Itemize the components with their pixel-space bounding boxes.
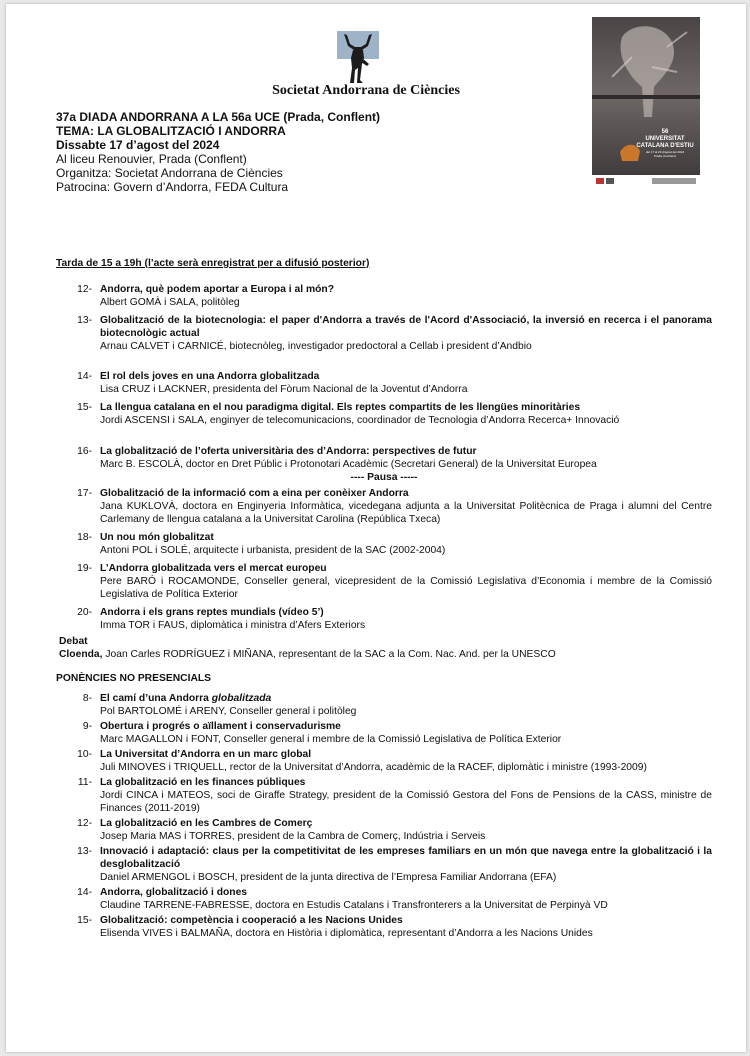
talk-item: 17- Globalització de la informació com a eina per conèixer Andorra Jana KUKLOVÀ, doctora en Enginyeria Informàtica, vicedegana adjunta a la Universitat Politècnica de Praga i alumni del Centre Carlemany de llengua catalana a la Universitat Carolina (República Txeca) — [77, 488, 712, 525]
programme — [56, 257, 712, 940]
closing-line — [56, 648, 712, 661]
event-header — [56, 110, 380, 194]
event-title: 37a DIADA ANDORRANA A LA 56a UCE (Prada, Conflent) — [56, 110, 381, 124]
talk-speaker: Lisa CRUZ i LACKNER, presidenta del Fòrum Nacional de la Joventut d’Andorra — [100, 384, 468, 395]
talk-speaker: Antoni POL i SOLÉ, arquitecte i urbanista, president de la SAC (2002-2004) — [100, 545, 446, 556]
talk-title: Andorra i els grans reptes mundials (vídeo 5’) — [100, 607, 324, 618]
talk-item: 20- Andorra i els grans reptes mundials (vídeo 5’) Imma TOR i FAUS, diplomàtica i ministra d’Afers Exteriors — [56, 606, 712, 632]
talk-speaker: Marc B. ESCOLÀ, doctor en Dret Públic i Protonotari Acadèmic (Secretari General) de la Universitat Europea — [100, 459, 597, 470]
talk-title: El camí d’una Andorra globalitzada — [100, 693, 272, 704]
talk-speaker: Imma TOR i FAUS, diplomàtica i ministra d’Afers Exteriors — [100, 620, 366, 631]
poster-dates: del 17 al 23 d'agost del 2024 — [645, 150, 685, 154]
talk-speaker: Arnau CALVET i CARNICÉ, biotecnòleg, investigador predoctoral a Cellab i president d’Andbio — [100, 341, 532, 352]
stag-logo-icon — [334, 28, 382, 86]
talk-item: 13- Globalització de la biotecnologia: el paper d'Andorra a través de l'Acord d'Associació, la inversió en recerca i el panorama biotecnològic actual Arnau CALVET i CARNICÉ, biotecnòleg, investigador predoctoral a Cellab i president d’Andbio — [77, 315, 712, 352]
talk-title: Obertura i progrés o aïllament i conservadurisme — [100, 721, 341, 732]
remote-talk-item: 10- La Universitat d’Andorra en un marc global Juli MINOVES i TRIQUELL, rector de la Universitat d’Andorra, acadèmic de la RACEF, diplomàtic i ministre (1993-2009) — [56, 748, 712, 774]
talk-item: 14- El rol dels joves en una Andorra globalitzada Lisa CRUZ i LACKNER, presidenta del Fòrum Nacional de la Joventut d’Andorra — [56, 370, 712, 396]
document-page — [6, 4, 746, 1052]
remote-talk-item: 9- Obertura i progrés o aïllament i conservadurisme Marc MAGALLON i FONT, Conseller general i membre de la Comissió Legislativa de Política Exterior — [56, 720, 712, 746]
talk-speaker: Jordi CINCA i MATEOS, soci de Giraffe Strategy, president de la Comissió Gestora del Fons de Pensions de la CASS, ministre de Finances (2011-2019) — [100, 790, 712, 814]
talk-speaker: Elisenda VIVES i BALMAÑA, doctora en Història i diplomàtica, representant d’Andorra a les Nacions Unides — [100, 928, 593, 939]
talk-speaker: Albert GOMÀ i SALA, politòleg — [100, 297, 240, 308]
event-sponsor: Patrocina: Govern d’Andorra, FEDA Cultura — [56, 180, 289, 194]
event-theme: TEMA: LA GLOBALITZACIÓ I ANDORRA — [56, 124, 286, 138]
remote-talk-item: 14- Andorra, globalització i dones Claudine TARRENE-FABRESSE, doctora en Estudis Catalans i Transfronterers a la Universitat de Perpinyà VD — [56, 886, 712, 912]
closing-label: Cloenda, — [59, 649, 103, 660]
talk-item: 18- Un nou món globalitzat Antoni POL i SOLÉ, arquitecte i urbanista, president de la SAC (2002-2004) — [56, 531, 712, 557]
talk-item: 12- Andorra, què podem aportar a Europa i al món? Albert GOMÀ i SALA, politòleg — [56, 283, 712, 309]
poster-title-1: UNIVERSITAT — [645, 136, 685, 142]
talk-title: L’Andorra globalitzada vers el mercat europeu — [100, 563, 327, 574]
talk-speaker: Jana KUKLOVÀ, doctora en Enginyeria Informàtica, vicedegana adjunta a la Universitat Politècnica de Praga i alumni del Centre Carlemany de llengua catalana a la Universitat Carolina (República Txeca) — [100, 501, 712, 525]
talk-speaker: Jordi ASCENSI i SALA, enginyer de telecomunicacions, coordinador de Tecnologia d’Andorra Recerca+ Innovació — [100, 415, 620, 426]
talk-title: Globalització de la biotecnologia: el paper d'Andorra a través de l'Acord d'Associació, la inversió en recerca i el panorama biotecnològic actual — [100, 315, 712, 339]
talk-title: La Universitat d’Andorra en un marc global — [100, 749, 312, 760]
talk-speaker: Juli MINOVES i TRIQUELL, rector de la Universitat d’Andorra, acadèmic de la RACEF, diplomàtic i ministre (1993-2009) — [100, 762, 647, 773]
talk-title: Andorra, què podem aportar a Europa i al món? — [100, 284, 334, 295]
remote-section-heading: PONÈNCIES NO PRESENCIALS — [56, 673, 212, 684]
talk-title: Globalització: competència i cooperació a les Nacions Unides — [100, 915, 403, 926]
organization-name: Societat Andorrana de Ciències — [272, 83, 460, 98]
event-date: Dissabte 17 d’agost del 2024 — [56, 138, 220, 152]
remote-talk-item: 15- Globalització: competència i cooperació a les Nacions Unides Elisenda VIVES i BALMAÑA, doctora en Història i diplomàtica, representant d’Andorra a les Nacions Unides — [56, 914, 712, 940]
remote-talk-item: 8- El camí d’una Andorra globalitzada Pol BARTOLOMÉ i ARENY, Conseller general i politòleg — [56, 692, 712, 718]
talk-title: Globalització de la informació com a eina per conèixer Andorra — [100, 488, 409, 499]
talk-item: 15- La llengua catalana en el nou paradigma digital. Els reptes compartits de les llengües minoritàries Jordi ASCENSI i SALA, enginyer de telecomunicacions, coordinador de Tecnologia d’Andorra Recerca+ Innovació — [56, 401, 712, 427]
talk-speaker: Claudine TARRENE-FABRESSE, doctora en Estudis Catalans i Transfronterers a la Universitat de Perpinyà VD — [100, 900, 608, 911]
poster-number: 56 — [661, 129, 669, 135]
remote-talk-item: 11- La globalització en les finances públiques Jordi CINCA i MATEOS, soci de Giraffe Strategy, president de la Comissió Gestora del Fons de Pensions de la CASS, ministre de Finances (2011-2019) — [77, 777, 712, 814]
debate-label: Debat — [59, 636, 88, 647]
event-venue: Al liceu Renouvier, Prada (Conflent) — [56, 152, 247, 166]
uce-poster — [592, 17, 700, 187]
talk-title: Innovació i adaptació: claus per la competitivitat de les empreses familiars en un món que navega entre la globalització i la desglobalització — [100, 846, 712, 870]
talk-speaker: Daniel ARMENGOL i BOSCH, president de la junta directiva de l’Empresa Familiar Andorrana (EFA) — [100, 872, 557, 883]
talk-title: Andorra, globalització i dones — [100, 887, 248, 898]
talk-title: La globalització en les finances públiques — [100, 777, 306, 788]
talk-speaker: Josep Maria MAS i TORRES, president de la Cambra de Comerç, Indústria i Serveis — [100, 831, 486, 842]
event-organizer: Organitza: Societat Andorrana de Ciències — [56, 166, 283, 180]
talk-speaker: Marc MAGALLON i FONT, Conseller general i membre de la Comissió Legislativa de Política Exterior — [100, 734, 562, 745]
pause-divider: ---- Pausa ----- — [350, 472, 418, 483]
remote-talk-item: 13- Innovació i adaptació: claus per la competitivitat de les empreses familiars en un món que navega entre la globalització i la desglobalització Daniel ARMENGOL i BOSCH, president de la junta directiva de l’Empresa Familiar Andorrana (EFA) — [77, 846, 712, 883]
talk-title: La llengua catalana en el nou paradigma digital. Els reptes compartits de les llengües minoritàries — [100, 402, 581, 413]
talk-title: Un nou món globalitzat — [100, 532, 214, 543]
poster-title-2: CATALANA D'ESTIU — [636, 143, 694, 149]
talk-item: 19- L’Andorra globalitzada vers el mercat europeu Pere BARÓ i ROCAMONDE, Conseller general, vicepresident de la Comissió Legislativa d’Economia i membre de la Comissió Legislativa de Política Exterior — [77, 563, 712, 600]
remote-talk-item: 12- La globalització en les Cambres de Comerç Josep Maria MAS i TORRES, president de la Cambra de Comerç, Indústria i Serveis — [56, 817, 712, 843]
closing-text: Joan Carles RODRÍGUEZ i MIÑANA, representant de la SAC a la Com. Nac. And. per la UNESCO — [105, 649, 556, 660]
talk-title: La globalització de l’oferta universitària des d’Andorra: perspectives de futur — [100, 446, 477, 457]
talk-item: 16- La globalització de l’oferta universitària des d’Andorra: perspectives de futur Marc B. ESCOLÀ, doctor en Dret Públic i Protonotari Acadèmic (Secretari General) de la Universitat Europea — [56, 445, 712, 471]
talk-title: La globalització en les Cambres de Comerç — [100, 818, 313, 829]
poster-place: Prada (Conflent) — [653, 154, 676, 158]
talk-speaker: Pol BARTOLOMÉ i ARENY, Conseller general i politòleg — [100, 706, 357, 717]
talk-speaker: Pere BARÓ i ROCAMONDE, Conseller general, vicepresident de la Comissió Legislativa d’Economia i membre de la Comissió Legislativa de Política Exterior — [100, 576, 712, 600]
talk-title: El rol dels joves en una Andorra globalitzada — [100, 371, 320, 382]
session-title: Tarda de 15 a 19h (l’acte serà enregistrat per a difusió posterior) — [56, 258, 370, 269]
